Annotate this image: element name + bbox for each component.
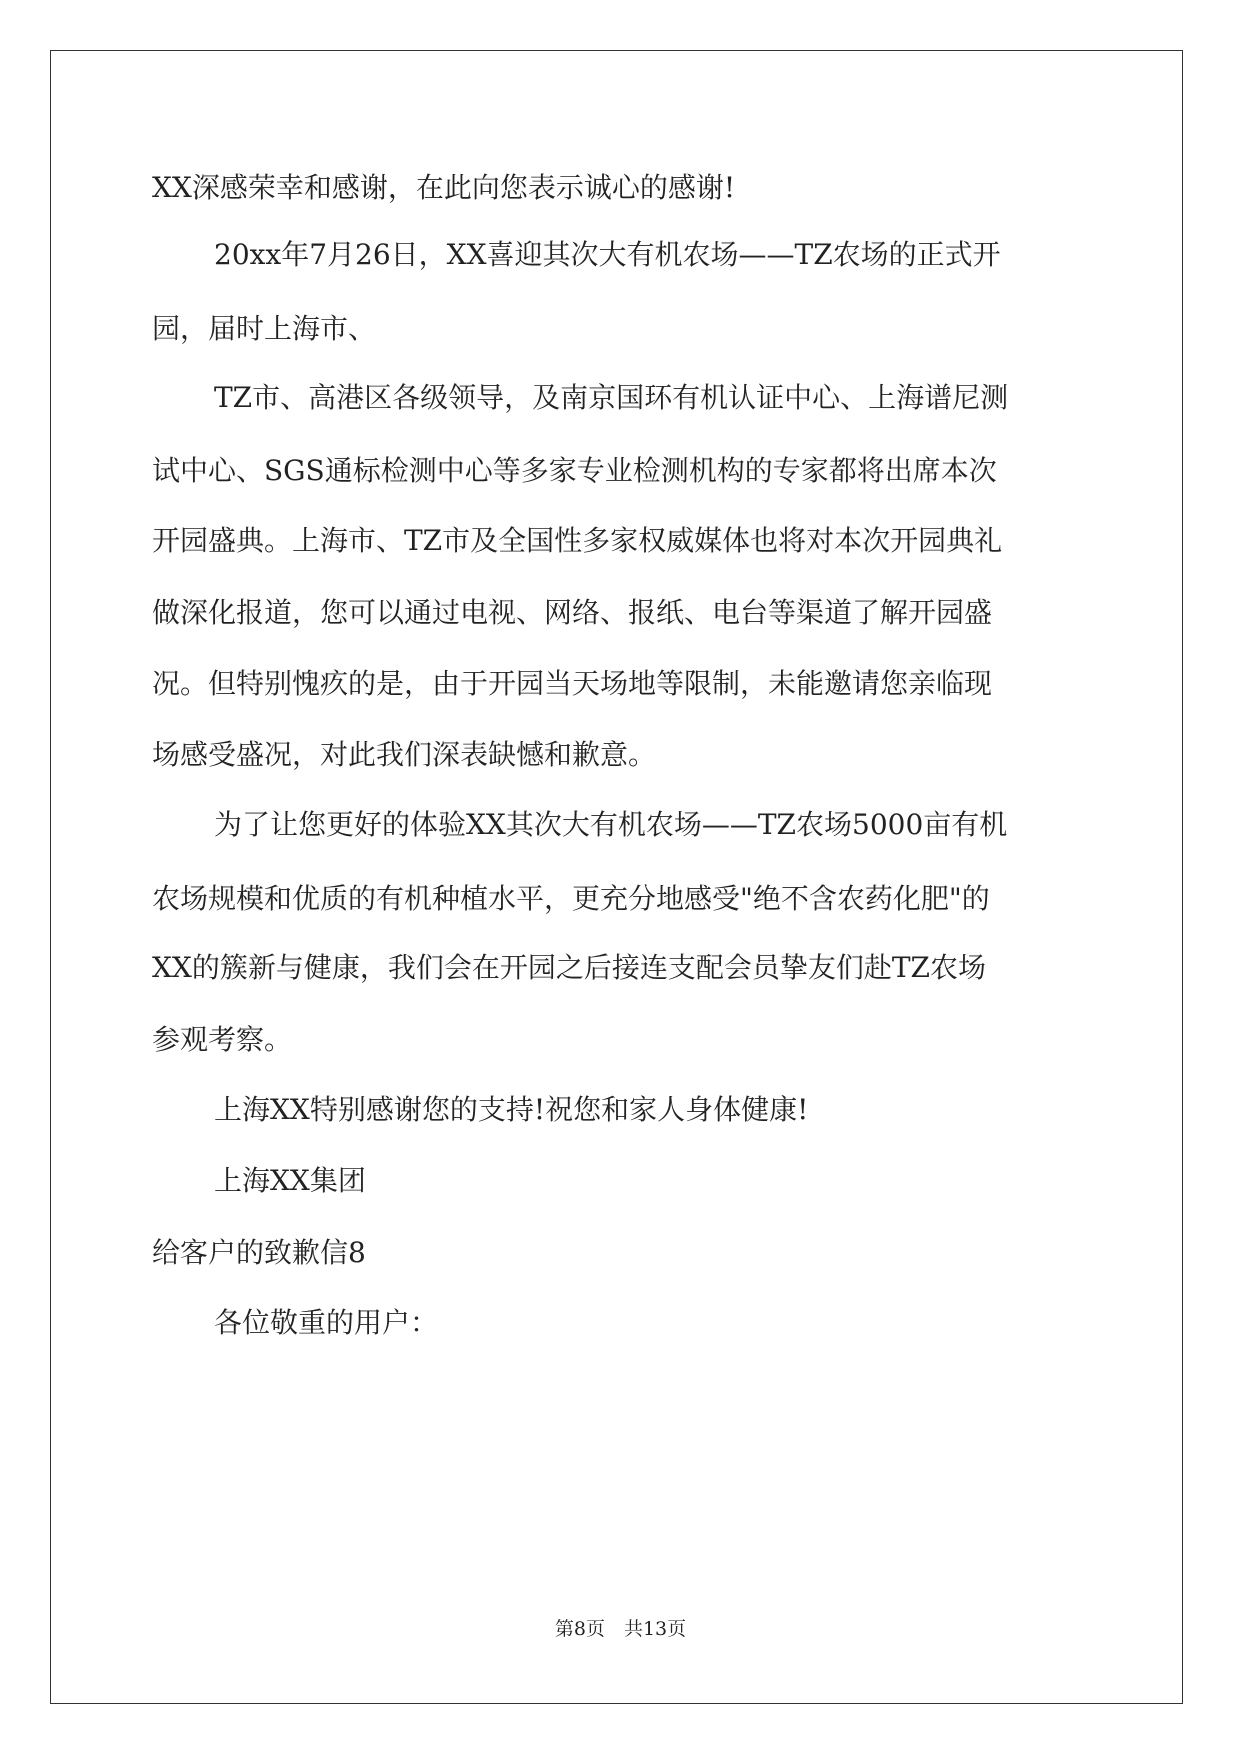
text-line: 场感受盛况，对此我们深表缺憾和歉意。	[152, 738, 657, 771]
paragraph-line: TZ市、高港区各级领导，及南京国环有机认证中心、上海谱尼测	[214, 381, 1009, 414]
text-line: 试中心、SGS通标检测中心等多家专业检测机构的专家都将出席本次	[152, 454, 997, 487]
paragraph-line: 为了让您更好的体验XX其次大有机农场——TZ农场5000亩有机	[214, 808, 1008, 841]
text-line: XX深感荣幸和感谢，在此向您表示诚心的感谢!	[152, 171, 736, 204]
text-line: XX的簇新与健康，我们会在开园之后接连支配会员挚友们赴TZ农场	[152, 951, 987, 984]
page-number: 第8页 共13页	[554, 1618, 687, 1640]
text-line: 园，届时上海市、	[152, 312, 377, 345]
section-heading: 给客户的致歉信8	[152, 1236, 366, 1269]
salutation-line: 各位敬重的用户：	[214, 1306, 439, 1339]
text-line: 参观考察。	[152, 1023, 293, 1056]
text-line: 况。但特别愧疚的是，由于开园当天场地等限制，未能邀请您亲临现	[152, 667, 993, 700]
paragraph-line: 20xx年7月26日，XX喜迎其次大有机农场——TZ农场的正式开	[214, 238, 1001, 271]
signature-line: 上海XX集团	[214, 1164, 366, 1197]
text-line: 开园盛典。上海市、TZ市及全国性多家权威媒体也将对本次开园典礼	[152, 524, 1003, 557]
text-line: 做深化报道，您可以通过电视、网络、报纸、电台等渠道了解开园盛	[152, 596, 993, 629]
text-line: 农场规模和优质的有机种植水平，更充分地感受"绝不含农药化肥"的	[152, 882, 990, 915]
closing-line: 上海XX特别感谢您的支持!祝您和家人身体健康!	[214, 1093, 809, 1126]
page-border	[50, 50, 1183, 1704]
